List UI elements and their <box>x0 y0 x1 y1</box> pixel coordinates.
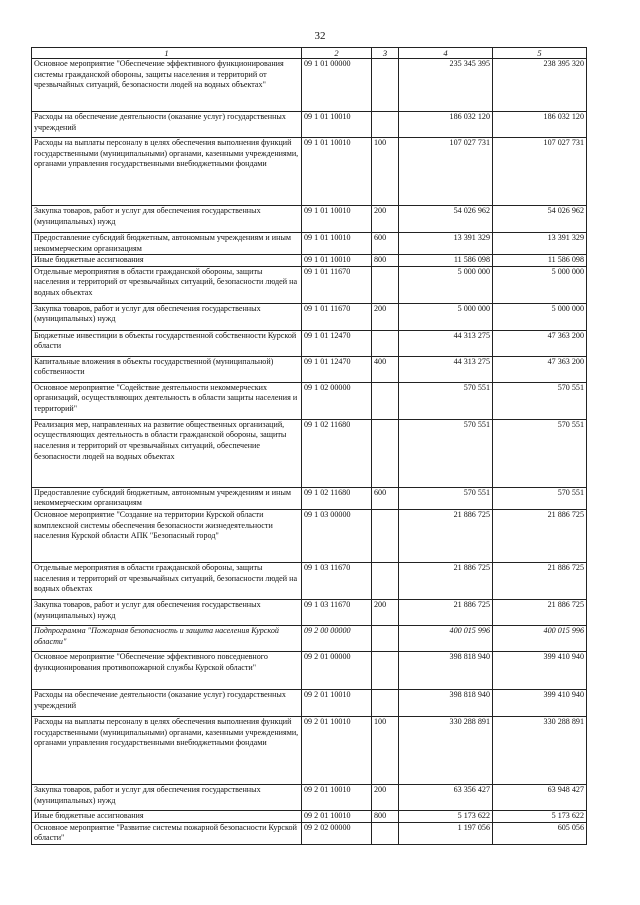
row-value-year1: 13 391 329 <box>399 233 493 255</box>
row-expense-type: 100 <box>372 138 399 206</box>
table-row <box>32 356 587 382</box>
row-expense-type <box>372 266 399 303</box>
row-expense-type <box>372 625 399 651</box>
table-row <box>32 206 587 233</box>
row-value-year2: 47 363 200 <box>493 330 587 356</box>
table-row <box>32 255 587 267</box>
row-value-year1: 21 886 725 <box>399 599 493 625</box>
row-name: Закупка товаров, работ и услуг для обеспечения государственных (муниципальных) нужд <box>32 599 302 625</box>
row-code: 09 1 01 10010 <box>302 138 372 206</box>
row-name: Закупка товаров, работ и услуг для обеспечения государственных (муниципальных) нужд <box>32 206 302 233</box>
row-value-year2: 570 551 <box>493 419 587 487</box>
row-value-year2: 54 026 962 <box>493 206 587 233</box>
row-value-year1: 107 027 731 <box>399 138 493 206</box>
column-header-1: 1 <box>32 48 302 59</box>
table-row <box>32 509 587 562</box>
row-expense-type: 600 <box>372 233 399 255</box>
row-expense-type <box>372 382 399 419</box>
row-code: 09 2 00 00000 <box>302 625 372 651</box>
row-expense-type <box>372 562 399 599</box>
row-value-year2: 13 391 329 <box>493 233 587 255</box>
row-code: 09 1 01 12470 <box>302 330 372 356</box>
row-code: 09 1 01 10010 <box>302 206 372 233</box>
row-value-year1: 235 345 395 <box>399 59 493 112</box>
row-code: 09 2 01 10010 <box>302 784 372 810</box>
table-row <box>32 112 587 138</box>
table-row <box>32 625 587 651</box>
row-name: Расходы на выплаты персоналу в целях обеспечения выполнения функций государственными (муниципальными) органами, казенными учреждениями, органами управления государственными внебюджетными фондами <box>32 716 302 784</box>
row-value-year2: 570 551 <box>493 382 587 419</box>
table-row <box>32 599 587 625</box>
row-name: Расходы на обеспечение деятельности (оказание услуг) государственных учреждений <box>32 112 302 138</box>
row-code: 09 1 03 11670 <box>302 599 372 625</box>
row-name: Иные бюджетные ассигнования <box>32 255 302 267</box>
table-row <box>32 330 587 356</box>
row-value-year2: 5 173 622 <box>493 810 587 822</box>
row-code: 09 1 01 12470 <box>302 356 372 382</box>
row-value-year2: 5 000 000 <box>493 303 587 330</box>
row-name: Отдельные мероприятия в области гражданской обороны, защиты населения и территорий от чрезвычайных ситуаций, безопасности людей на водных объектах <box>32 562 302 599</box>
row-name: Иные бюджетные ассигнования <box>32 810 302 822</box>
column-header-3: 3 <box>372 48 399 59</box>
row-value-year2: 399 410 940 <box>493 689 587 716</box>
row-value-year1: 570 551 <box>399 382 493 419</box>
row-expense-type <box>372 509 399 562</box>
row-code: 09 2 01 10010 <box>302 689 372 716</box>
row-name: Отдельные мероприятия в области гражданской обороны, защиты населения и территорий от чрезвычайных ситуаций, безопасности людей на водных объектах <box>32 266 302 303</box>
row-code: 09 1 01 10010 <box>302 255 372 267</box>
row-value-year2: 238 395 320 <box>493 59 587 112</box>
row-value-year1: 400 015 996 <box>399 625 493 651</box>
row-code: 09 1 01 11670 <box>302 303 372 330</box>
row-value-year2: 11 586 098 <box>493 255 587 267</box>
row-expense-type <box>372 330 399 356</box>
page-number: 32 <box>314 30 326 42</box>
row-name: Основное мероприятие "Обеспечение эффективного функционирования системы гражданской обороны, защиты населения и территорий от чрезвычайных ситуаций, безопасности людей на водных объектах" <box>32 59 302 112</box>
table-row <box>32 266 587 303</box>
row-value-year1: 570 551 <box>399 419 493 487</box>
row-code: 09 1 03 11670 <box>302 562 372 599</box>
table-row <box>32 562 587 599</box>
budget-table <box>31 47 587 845</box>
row-code: 09 1 01 00000 <box>302 59 372 112</box>
table-row <box>32 822 587 844</box>
table-header <box>32 48 587 59</box>
row-value-year2: 63 948 427 <box>493 784 587 810</box>
row-code: 09 1 01 11670 <box>302 266 372 303</box>
row-expense-type <box>372 59 399 112</box>
row-value-year1: 21 886 725 <box>399 562 493 599</box>
row-expense-type: 200 <box>372 599 399 625</box>
row-value-year1: 186 032 120 <box>399 112 493 138</box>
row-expense-type: 100 <box>372 716 399 784</box>
row-expense-type: 200 <box>372 303 399 330</box>
row-value-year2: 570 551 <box>493 487 587 509</box>
row-value-year1: 398 818 940 <box>399 689 493 716</box>
row-value-year1: 44 313 275 <box>399 356 493 382</box>
table-row <box>32 382 587 419</box>
table-row <box>32 784 587 810</box>
row-value-year1: 11 586 098 <box>399 255 493 267</box>
row-code: 09 1 02 00000 <box>302 382 372 419</box>
column-header-4: 4 <box>399 48 493 59</box>
row-value-year1: 44 313 275 <box>399 330 493 356</box>
row-name: Основное мероприятие "Создание на территории Курской области комплексной системы обеспечения безопасности жизнедеятельности населения Курской области АПК "Безопасный город" <box>32 509 302 562</box>
row-value-year2: 47 363 200 <box>493 356 587 382</box>
row-value-year2: 605 056 <box>493 822 587 844</box>
column-header-5: 5 <box>493 48 587 59</box>
table-row <box>32 233 587 255</box>
row-name: Предоставление субсидий бюджетным, автономным учреждениям и иным некоммерческим организациям <box>32 487 302 509</box>
row-expense-type <box>372 651 399 689</box>
table-row <box>32 59 587 112</box>
row-code: 09 1 02 11680 <box>302 487 372 509</box>
row-value-year1: 398 818 940 <box>399 651 493 689</box>
header-row <box>32 48 587 59</box>
table-row <box>32 651 587 689</box>
row-name: Основное мероприятие "Содействие деятельности некоммерческих организаций, осуществляющих деятельность в области защиты населения и территорий" <box>32 382 302 419</box>
row-value-year1: 5 000 000 <box>399 303 493 330</box>
row-expense-type <box>372 689 399 716</box>
row-expense-type: 200 <box>372 206 399 233</box>
table-body <box>32 59 587 845</box>
row-name: Подпрограмма "Пожарная безопасность и защита населения Курской области" <box>32 625 302 651</box>
row-code: 09 2 01 00000 <box>302 651 372 689</box>
row-value-year1: 5 000 000 <box>399 266 493 303</box>
table-row <box>32 138 587 206</box>
row-value-year1: 5 173 622 <box>399 810 493 822</box>
row-value-year2: 21 886 725 <box>493 562 587 599</box>
row-value-year1: 1 197 056 <box>399 822 493 844</box>
table-row <box>32 487 587 509</box>
row-name: Основное мероприятие "Развитие системы пожарной безопасности Курской области" <box>32 822 302 844</box>
row-value-year1: 21 886 725 <box>399 509 493 562</box>
row-value-year2: 400 015 996 <box>493 625 587 651</box>
table-row <box>32 419 587 487</box>
row-name: Предоставление субсидий бюджетным, автономным учреждениям и иным некоммерческим организациям <box>32 233 302 255</box>
row-value-year2: 107 027 731 <box>493 138 587 206</box>
row-code: 09 1 03 00000 <box>302 509 372 562</box>
row-name: Капитальные вложения в объекты государственной (муниципальной) собственности <box>32 356 302 382</box>
row-name: Расходы на обеспечение деятельности (оказание услуг) государственных учреждений <box>32 689 302 716</box>
row-name: Закупка товаров, работ и услуг для обеспечения государственных (муниципальных) нужд <box>32 784 302 810</box>
row-value-year2: 399 410 940 <box>493 651 587 689</box>
row-code: 09 2 02 00000 <box>302 822 372 844</box>
row-value-year2: 21 886 725 <box>493 509 587 562</box>
row-code: 09 1 02 11680 <box>302 419 372 487</box>
row-value-year1: 54 026 962 <box>399 206 493 233</box>
row-expense-type: 200 <box>372 784 399 810</box>
row-value-year2: 21 886 725 <box>493 599 587 625</box>
row-expense-type: 800 <box>372 255 399 267</box>
row-value-year2: 5 000 000 <box>493 266 587 303</box>
row-value-year2: 330 288 891 <box>493 716 587 784</box>
table-row <box>32 810 587 822</box>
row-value-year1: 330 288 891 <box>399 716 493 784</box>
row-expense-type <box>372 822 399 844</box>
row-expense-type: 600 <box>372 487 399 509</box>
row-value-year1: 570 551 <box>399 487 493 509</box>
row-expense-type <box>372 419 399 487</box>
row-code: 09 1 01 10010 <box>302 112 372 138</box>
row-name: Закупка товаров, работ и услуг для обеспечения государственных (муниципальных) нужд <box>32 303 302 330</box>
table-row <box>32 689 587 716</box>
row-code: 09 2 01 10010 <box>302 810 372 822</box>
column-header-2: 2 <box>302 48 372 59</box>
row-name: Расходы на выплаты персоналу в целях обеспечения выполнения функций государственными (муниципальными) органами, казенными учреждениями, органами управления государственными внебюджетными фондами <box>32 138 302 206</box>
row-expense-type: 800 <box>372 810 399 822</box>
row-name: Бюджетные инвестиции в объекты государственной собственности Курской области <box>32 330 302 356</box>
row-name: Реализация мер, направленных на развитие общественных организаций, осуществляющих деятельность в области гражданской обороны, защиты населения и территорий от чрезвычайных ситуаций, обеспечение безопасности людей на водных объектах <box>32 419 302 487</box>
table-row <box>32 303 587 330</box>
row-name: Основное мероприятие "Обеспечение эффективного повседневного функционирования противопожарной службы Курской области" <box>32 651 302 689</box>
row-code: 09 2 01 10010 <box>302 716 372 784</box>
table-row <box>32 716 587 784</box>
row-expense-type <box>372 112 399 138</box>
row-value-year1: 63 356 427 <box>399 784 493 810</box>
row-value-year2: 186 032 120 <box>493 112 587 138</box>
row-expense-type: 400 <box>372 356 399 382</box>
row-code: 09 1 01 10010 <box>302 233 372 255</box>
